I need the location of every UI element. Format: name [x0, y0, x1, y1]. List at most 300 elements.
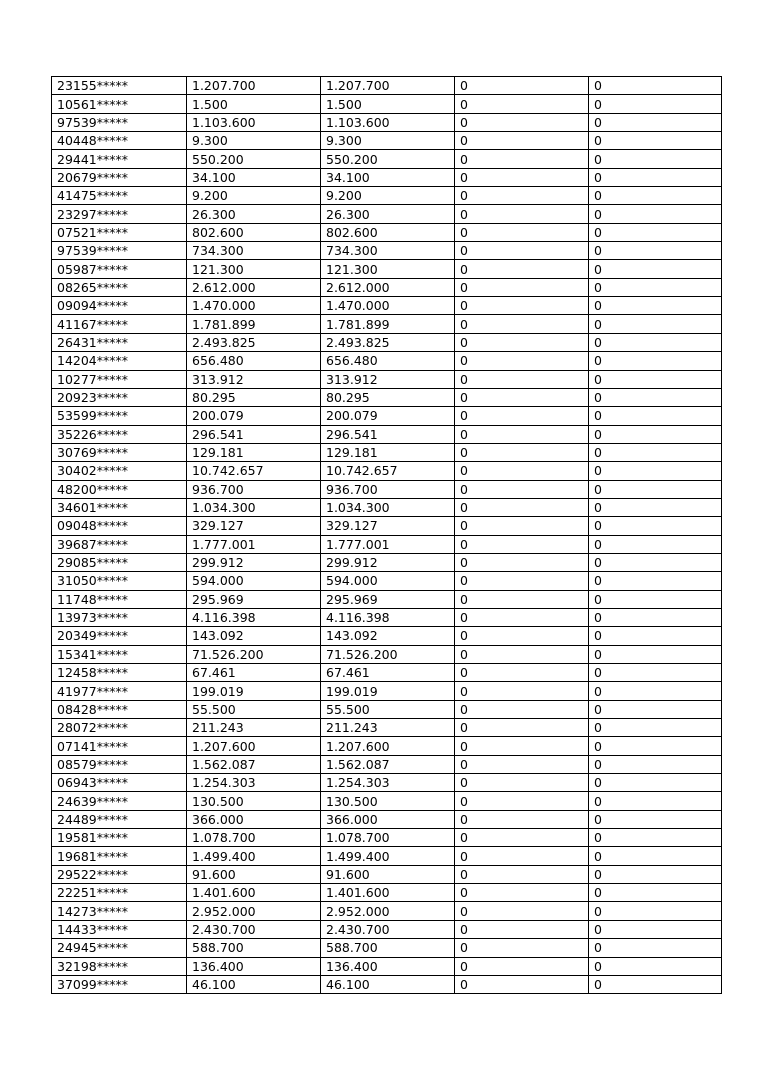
zero-cell-b: 0 — [589, 590, 722, 608]
amount-cell: 1.207.600 — [187, 737, 321, 755]
amount-repeat-cell: 34.100 — [321, 168, 455, 186]
zero-cell-b: 0 — [589, 223, 722, 241]
id-cell: 14204***** — [52, 352, 187, 370]
amount-repeat-cell: 296.541 — [321, 425, 455, 443]
zero-cell-b: 0 — [589, 957, 722, 975]
zero-cell-b: 0 — [589, 902, 722, 920]
id-cell: 40448***** — [52, 132, 187, 150]
zero-cell-b: 0 — [589, 517, 722, 535]
amount-cell: 329.127 — [187, 517, 321, 535]
table-row — [52, 627, 722, 645]
amount-cell: 1.078.700 — [187, 829, 321, 847]
zero-cell-a: 0 — [455, 682, 589, 700]
zero-cell-a: 0 — [455, 388, 589, 406]
id-cell: 26431***** — [52, 333, 187, 351]
table-row — [52, 719, 722, 737]
id-cell: 19681***** — [52, 847, 187, 865]
table-row — [52, 975, 722, 993]
id-cell: 09048***** — [52, 517, 187, 535]
zero-cell-b: 0 — [589, 939, 722, 957]
table-row — [52, 645, 722, 663]
id-cell: 14273***** — [52, 902, 187, 920]
zero-cell-a: 0 — [455, 297, 589, 315]
table-row — [52, 700, 722, 718]
amount-repeat-cell: 936.700 — [321, 480, 455, 498]
zero-cell-a: 0 — [455, 187, 589, 205]
amount-repeat-cell: 129.181 — [321, 443, 455, 461]
amount-cell: 594.000 — [187, 572, 321, 590]
amount-repeat-cell: 1.500 — [321, 95, 455, 113]
table-row — [52, 590, 722, 608]
table-row — [52, 333, 722, 351]
amount-cell: 9.200 — [187, 187, 321, 205]
zero-cell-b: 0 — [589, 682, 722, 700]
amount-repeat-cell: 313.912 — [321, 370, 455, 388]
id-cell: 30402***** — [52, 462, 187, 480]
amount-repeat-cell: 295.969 — [321, 590, 455, 608]
amount-cell: 199.019 — [187, 682, 321, 700]
table-row — [52, 664, 722, 682]
amount-repeat-cell: 10.742.657 — [321, 462, 455, 480]
table-row — [52, 443, 722, 461]
id-cell: 13973***** — [52, 608, 187, 626]
table-row — [52, 113, 722, 131]
table-row — [52, 95, 722, 113]
zero-cell-a: 0 — [455, 939, 589, 957]
table-row — [52, 884, 722, 902]
table-row — [52, 572, 722, 590]
amount-repeat-cell: 1.254.303 — [321, 774, 455, 792]
amount-cell: 67.461 — [187, 664, 321, 682]
amount-cell: 1.034.300 — [187, 498, 321, 516]
zero-cell-b: 0 — [589, 462, 722, 480]
zero-cell-a: 0 — [455, 810, 589, 828]
table-row — [52, 297, 722, 315]
amount-repeat-cell: 136.400 — [321, 957, 455, 975]
zero-cell-b: 0 — [589, 645, 722, 663]
amount-cell: 4.116.398 — [187, 608, 321, 626]
amount-repeat-cell: 588.700 — [321, 939, 455, 957]
id-cell: 29085***** — [52, 553, 187, 571]
zero-cell-a: 0 — [455, 462, 589, 480]
amount-cell: 2.493.825 — [187, 333, 321, 351]
amount-repeat-cell: 299.912 — [321, 553, 455, 571]
zero-cell-a: 0 — [455, 113, 589, 131]
amount-repeat-cell: 199.019 — [321, 682, 455, 700]
amount-cell: 1.562.087 — [187, 755, 321, 773]
id-cell: 24639***** — [52, 792, 187, 810]
id-cell: 37099***** — [52, 975, 187, 993]
id-cell: 29441***** — [52, 150, 187, 168]
id-cell: 06943***** — [52, 774, 187, 792]
data-table — [51, 76, 722, 994]
amount-repeat-cell: 46.100 — [321, 975, 455, 993]
zero-cell-b: 0 — [589, 920, 722, 938]
amount-repeat-cell: 1.499.400 — [321, 847, 455, 865]
amount-repeat-cell: 2.952.000 — [321, 902, 455, 920]
amount-cell: 1.777.001 — [187, 535, 321, 553]
amount-cell: 1.500 — [187, 95, 321, 113]
zero-cell-a: 0 — [455, 590, 589, 608]
table-row — [52, 205, 722, 223]
table-row — [52, 187, 722, 205]
id-cell: 29522***** — [52, 865, 187, 883]
amount-cell: 71.526.200 — [187, 645, 321, 663]
amount-repeat-cell: 2.493.825 — [321, 333, 455, 351]
zero-cell-a: 0 — [455, 150, 589, 168]
zero-cell-a: 0 — [455, 132, 589, 150]
amount-cell: 91.600 — [187, 865, 321, 883]
id-cell: 41977***** — [52, 682, 187, 700]
table-row — [52, 352, 722, 370]
table-row — [52, 810, 722, 828]
id-cell: 07521***** — [52, 223, 187, 241]
id-cell: 11748***** — [52, 590, 187, 608]
id-cell: 32198***** — [52, 957, 187, 975]
id-cell: 15341***** — [52, 645, 187, 663]
zero-cell-a: 0 — [455, 847, 589, 865]
amount-cell: 1.401.600 — [187, 884, 321, 902]
zero-cell-b: 0 — [589, 572, 722, 590]
amount-cell: 296.541 — [187, 425, 321, 443]
zero-cell-b: 0 — [589, 297, 722, 315]
id-cell: 10277***** — [52, 370, 187, 388]
amount-repeat-cell: 329.127 — [321, 517, 455, 535]
amount-repeat-cell: 550.200 — [321, 150, 455, 168]
id-cell: 08428***** — [52, 700, 187, 718]
amount-cell: 313.912 — [187, 370, 321, 388]
id-cell: 35226***** — [52, 425, 187, 443]
amount-cell: 1.254.303 — [187, 774, 321, 792]
amount-cell: 121.300 — [187, 260, 321, 278]
amount-cell: 366.000 — [187, 810, 321, 828]
id-cell: 24489***** — [52, 810, 187, 828]
zero-cell-b: 0 — [589, 480, 722, 498]
amount-repeat-cell: 1.470.000 — [321, 297, 455, 315]
amount-repeat-cell: 4.116.398 — [321, 608, 455, 626]
table-row — [52, 847, 722, 865]
zero-cell-a: 0 — [455, 884, 589, 902]
id-cell: 97539***** — [52, 113, 187, 131]
table-row — [52, 737, 722, 755]
zero-cell-a: 0 — [455, 608, 589, 626]
table-row — [52, 242, 722, 260]
zero-cell-b: 0 — [589, 425, 722, 443]
table-row — [52, 150, 722, 168]
amount-repeat-cell: 211.243 — [321, 719, 455, 737]
table-row — [52, 792, 722, 810]
amount-cell: 1.781.899 — [187, 315, 321, 333]
zero-cell-b: 0 — [589, 370, 722, 388]
amount-cell: 734.300 — [187, 242, 321, 260]
zero-cell-a: 0 — [455, 737, 589, 755]
amount-cell: 26.300 — [187, 205, 321, 223]
id-cell: 22251***** — [52, 884, 187, 902]
zero-cell-a: 0 — [455, 774, 589, 792]
amount-repeat-cell: 656.480 — [321, 352, 455, 370]
amount-repeat-cell: 91.600 — [321, 865, 455, 883]
zero-cell-a: 0 — [455, 865, 589, 883]
id-cell: 07141***** — [52, 737, 187, 755]
zero-cell-a: 0 — [455, 352, 589, 370]
zero-cell-b: 0 — [589, 352, 722, 370]
id-cell: 23297***** — [52, 205, 187, 223]
zero-cell-b: 0 — [589, 737, 722, 755]
table-row — [52, 755, 722, 773]
amount-repeat-cell: 1.781.899 — [321, 315, 455, 333]
zero-cell-a: 0 — [455, 792, 589, 810]
zero-cell-b: 0 — [589, 278, 722, 296]
id-cell: 08265***** — [52, 278, 187, 296]
amount-cell: 34.100 — [187, 168, 321, 186]
amount-cell: 550.200 — [187, 150, 321, 168]
table-row — [52, 608, 722, 626]
table-body — [52, 77, 722, 994]
zero-cell-b: 0 — [589, 205, 722, 223]
amount-cell: 1.103.600 — [187, 113, 321, 131]
zero-cell-b: 0 — [589, 975, 722, 993]
amount-cell: 1.499.400 — [187, 847, 321, 865]
table-row — [52, 168, 722, 186]
table-row — [52, 902, 722, 920]
id-cell: 34601***** — [52, 498, 187, 516]
zero-cell-b: 0 — [589, 792, 722, 810]
amount-repeat-cell: 26.300 — [321, 205, 455, 223]
zero-cell-a: 0 — [455, 829, 589, 847]
amount-cell: 10.742.657 — [187, 462, 321, 480]
zero-cell-a: 0 — [455, 700, 589, 718]
zero-cell-a: 0 — [455, 920, 589, 938]
amount-cell: 295.969 — [187, 590, 321, 608]
table-row — [52, 829, 722, 847]
zero-cell-a: 0 — [455, 223, 589, 241]
zero-cell-b: 0 — [589, 333, 722, 351]
zero-cell-a: 0 — [455, 902, 589, 920]
amount-cell: 299.912 — [187, 553, 321, 571]
zero-cell-b: 0 — [589, 150, 722, 168]
amount-cell: 1.470.000 — [187, 297, 321, 315]
id-cell: 12458***** — [52, 664, 187, 682]
amount-repeat-cell: 1.207.700 — [321, 77, 455, 95]
amount-repeat-cell: 1.401.600 — [321, 884, 455, 902]
zero-cell-b: 0 — [589, 553, 722, 571]
zero-cell-a: 0 — [455, 517, 589, 535]
id-cell: 20349***** — [52, 627, 187, 645]
amount-cell: 130.500 — [187, 792, 321, 810]
zero-cell-a: 0 — [455, 315, 589, 333]
zero-cell-b: 0 — [589, 168, 722, 186]
zero-cell-b: 0 — [589, 810, 722, 828]
amount-repeat-cell: 143.092 — [321, 627, 455, 645]
id-cell: 20679***** — [52, 168, 187, 186]
amount-cell: 9.300 — [187, 132, 321, 150]
zero-cell-b: 0 — [589, 407, 722, 425]
amount-repeat-cell: 67.461 — [321, 664, 455, 682]
table-row — [52, 260, 722, 278]
amount-repeat-cell: 1.034.300 — [321, 498, 455, 516]
table-row — [52, 462, 722, 480]
zero-cell-b: 0 — [589, 847, 722, 865]
table-row — [52, 774, 722, 792]
table-row — [52, 315, 722, 333]
id-cell: 05987***** — [52, 260, 187, 278]
zero-cell-b: 0 — [589, 664, 722, 682]
zero-cell-b: 0 — [589, 608, 722, 626]
zero-cell-a: 0 — [455, 480, 589, 498]
zero-cell-a: 0 — [455, 168, 589, 186]
zero-cell-b: 0 — [589, 535, 722, 553]
amount-cell: 46.100 — [187, 975, 321, 993]
zero-cell-a: 0 — [455, 957, 589, 975]
zero-cell-a: 0 — [455, 535, 589, 553]
id-cell: 30769***** — [52, 443, 187, 461]
zero-cell-a: 0 — [455, 205, 589, 223]
table-row — [52, 480, 722, 498]
amount-repeat-cell: 71.526.200 — [321, 645, 455, 663]
table-row — [52, 132, 722, 150]
table-row — [52, 535, 722, 553]
zero-cell-b: 0 — [589, 498, 722, 516]
amount-repeat-cell: 130.500 — [321, 792, 455, 810]
zero-cell-a: 0 — [455, 443, 589, 461]
amount-repeat-cell: 2.612.000 — [321, 278, 455, 296]
zero-cell-b: 0 — [589, 719, 722, 737]
zero-cell-b: 0 — [589, 884, 722, 902]
zero-cell-b: 0 — [589, 388, 722, 406]
zero-cell-a: 0 — [455, 242, 589, 260]
table-row — [52, 388, 722, 406]
table-row — [52, 939, 722, 957]
id-cell: 23155***** — [52, 77, 187, 95]
table-row — [52, 920, 722, 938]
amount-repeat-cell: 366.000 — [321, 810, 455, 828]
zero-cell-b: 0 — [589, 443, 722, 461]
amount-repeat-cell: 9.200 — [321, 187, 455, 205]
amount-repeat-cell: 1.562.087 — [321, 755, 455, 773]
amount-repeat-cell: 55.500 — [321, 700, 455, 718]
zero-cell-a: 0 — [455, 407, 589, 425]
zero-cell-a: 0 — [455, 572, 589, 590]
zero-cell-a: 0 — [455, 553, 589, 571]
zero-cell-b: 0 — [589, 95, 722, 113]
id-cell: 41167***** — [52, 315, 187, 333]
zero-cell-b: 0 — [589, 242, 722, 260]
zero-cell-a: 0 — [455, 425, 589, 443]
id-cell: 20923***** — [52, 388, 187, 406]
zero-cell-b: 0 — [589, 132, 722, 150]
zero-cell-b: 0 — [589, 774, 722, 792]
zero-cell-b: 0 — [589, 829, 722, 847]
table-row — [52, 553, 722, 571]
amount-repeat-cell: 121.300 — [321, 260, 455, 278]
amount-cell: 2.430.700 — [187, 920, 321, 938]
zero-cell-a: 0 — [455, 627, 589, 645]
zero-cell-a: 0 — [455, 260, 589, 278]
amount-repeat-cell: 80.295 — [321, 388, 455, 406]
amount-repeat-cell: 2.430.700 — [321, 920, 455, 938]
amount-cell: 129.181 — [187, 443, 321, 461]
zero-cell-a: 0 — [455, 645, 589, 663]
amount-cell: 143.092 — [187, 627, 321, 645]
table-row — [52, 498, 722, 516]
table-row — [52, 957, 722, 975]
amount-cell: 55.500 — [187, 700, 321, 718]
amount-cell: 80.295 — [187, 388, 321, 406]
amount-cell: 2.612.000 — [187, 278, 321, 296]
id-cell: 10561***** — [52, 95, 187, 113]
zero-cell-b: 0 — [589, 77, 722, 95]
table-row — [52, 682, 722, 700]
amount-cell: 1.207.700 — [187, 77, 321, 95]
zero-cell-b: 0 — [589, 755, 722, 773]
table-row — [52, 370, 722, 388]
amount-repeat-cell: 594.000 — [321, 572, 455, 590]
id-cell: 41475***** — [52, 187, 187, 205]
zero-cell-b: 0 — [589, 260, 722, 278]
amount-cell: 936.700 — [187, 480, 321, 498]
amount-cell: 656.480 — [187, 352, 321, 370]
zero-cell-b: 0 — [589, 627, 722, 645]
id-cell: 39687***** — [52, 535, 187, 553]
zero-cell-a: 0 — [455, 975, 589, 993]
table-row — [52, 407, 722, 425]
table-row — [52, 77, 722, 95]
zero-cell-a: 0 — [455, 77, 589, 95]
amount-repeat-cell: 9.300 — [321, 132, 455, 150]
zero-cell-a: 0 — [455, 664, 589, 682]
id-cell: 97539***** — [52, 242, 187, 260]
amount-repeat-cell: 1.777.001 — [321, 535, 455, 553]
amount-repeat-cell: 802.600 — [321, 223, 455, 241]
table-row — [52, 517, 722, 535]
id-cell: 08579***** — [52, 755, 187, 773]
table-row — [52, 278, 722, 296]
zero-cell-a: 0 — [455, 755, 589, 773]
zero-cell-b: 0 — [589, 700, 722, 718]
amount-cell: 200.079 — [187, 407, 321, 425]
amount-cell: 802.600 — [187, 223, 321, 241]
table-row — [52, 223, 722, 241]
zero-cell-a: 0 — [455, 370, 589, 388]
table-row — [52, 425, 722, 443]
id-cell: 31050***** — [52, 572, 187, 590]
zero-cell-b: 0 — [589, 187, 722, 205]
amount-repeat-cell: 1.103.600 — [321, 113, 455, 131]
zero-cell-b: 0 — [589, 315, 722, 333]
table-row — [52, 865, 722, 883]
zero-cell-b: 0 — [589, 113, 722, 131]
id-cell: 48200***** — [52, 480, 187, 498]
amount-repeat-cell: 200.079 — [321, 407, 455, 425]
id-cell: 28072***** — [52, 719, 187, 737]
zero-cell-a: 0 — [455, 95, 589, 113]
zero-cell-b: 0 — [589, 865, 722, 883]
id-cell: 24945***** — [52, 939, 187, 957]
zero-cell-a: 0 — [455, 278, 589, 296]
id-cell: 14433***** — [52, 920, 187, 938]
amount-cell: 211.243 — [187, 719, 321, 737]
zero-cell-a: 0 — [455, 719, 589, 737]
amount-repeat-cell: 734.300 — [321, 242, 455, 260]
amount-cell: 588.700 — [187, 939, 321, 957]
amount-cell: 2.952.000 — [187, 902, 321, 920]
amount-repeat-cell: 1.207.600 — [321, 737, 455, 755]
id-cell: 09094***** — [52, 297, 187, 315]
zero-cell-a: 0 — [455, 333, 589, 351]
zero-cell-a: 0 — [455, 498, 589, 516]
amount-repeat-cell: 1.078.700 — [321, 829, 455, 847]
id-cell: 53599***** — [52, 407, 187, 425]
